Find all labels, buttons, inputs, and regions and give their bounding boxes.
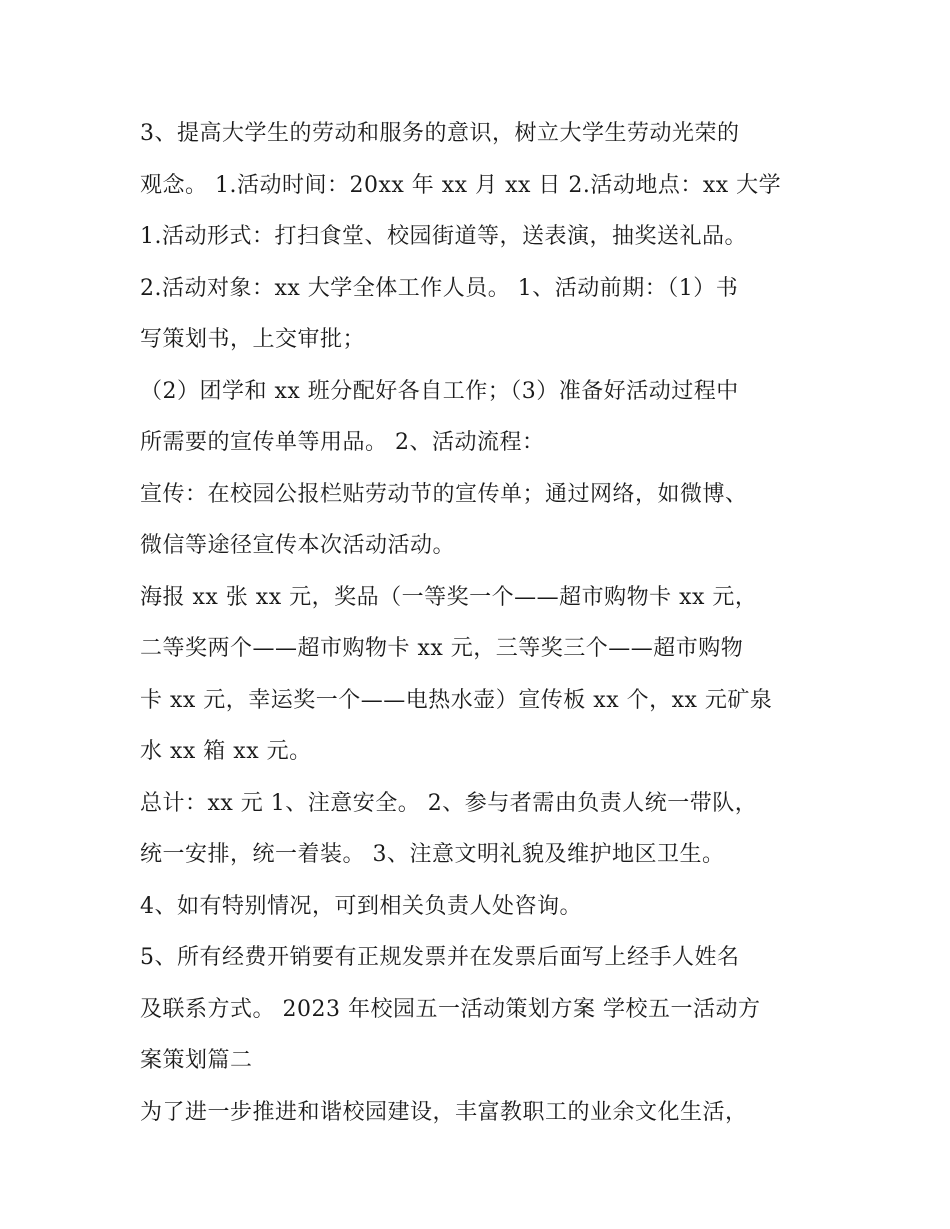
text-line: （2）团学和 xx 班分配好各自工作；（3）准备好活动过程中 <box>140 378 739 404</box>
text-line: 宣传：在校园公报栏贴劳动节的宣传单；通过网络，如微博、 <box>140 481 748 507</box>
text-line: 2.活动对象：xx 大学全体工作人员。 1、活动前期：（1）书 <box>140 275 739 301</box>
text-line: 统一安排，统一着装。 3、注意文明礼貌及维护地区卫生。 <box>140 842 725 867</box>
text-line: 写策划书，上交审批； <box>140 327 366 352</box>
document-body <box>140 108 820 1138</box>
text-line: 海报 xx 张 xx 元，奖品（一等奖一个——超市购物卡 xx 元， <box>140 584 758 610</box>
text-line: 4、如有特别情况，可到相关负责人处咨询。 <box>140 893 582 919</box>
text-line: 5、所有经费开销要有正规发票并在发票后面写上经手人姓名 <box>140 945 740 970</box>
text-line: 所需要的宣传单等用品。 2、活动流程： <box>140 430 545 455</box>
text-line: 为了进一步推进和谐校园建设，丰富教职工的业余文化生活， <box>140 1099 748 1125</box>
text-line: 总计：xx 元 1、注意安全。 2、参与者需由负责人统一带队， <box>140 790 758 816</box>
text-line: 卡 xx 元，幸运奖一个——电热水壶）宣传板 xx 个，xx 元矿泉 <box>140 687 773 713</box>
text-line: 案策划篇二 <box>140 1048 253 1073</box>
text-line: 微信等途径宣传本次活动活动。 <box>140 533 456 558</box>
text-line: 水 xx 箱 xx 元。 <box>140 739 312 764</box>
text-line: 及联系方式。 2023 年校园五一活动策划方案 学校五一活动方 <box>140 996 761 1022</box>
text-line: 3、提高大学生的劳动和服务的意识，树立大学生劳动光荣的 <box>140 121 740 146</box>
text-line: 1.活动形式：打扫食堂、校园街道等，送表演，抽奖送礼品。 <box>140 224 747 249</box>
text-line: 观念。 1.活动时间：20xx 年 xx 月 xx 日 2.活动地点：xx 大学 <box>140 172 782 198</box>
text-line: 二等奖两个——超市购物卡 xx 元，三等奖三个——超市购物 <box>140 636 744 661</box>
